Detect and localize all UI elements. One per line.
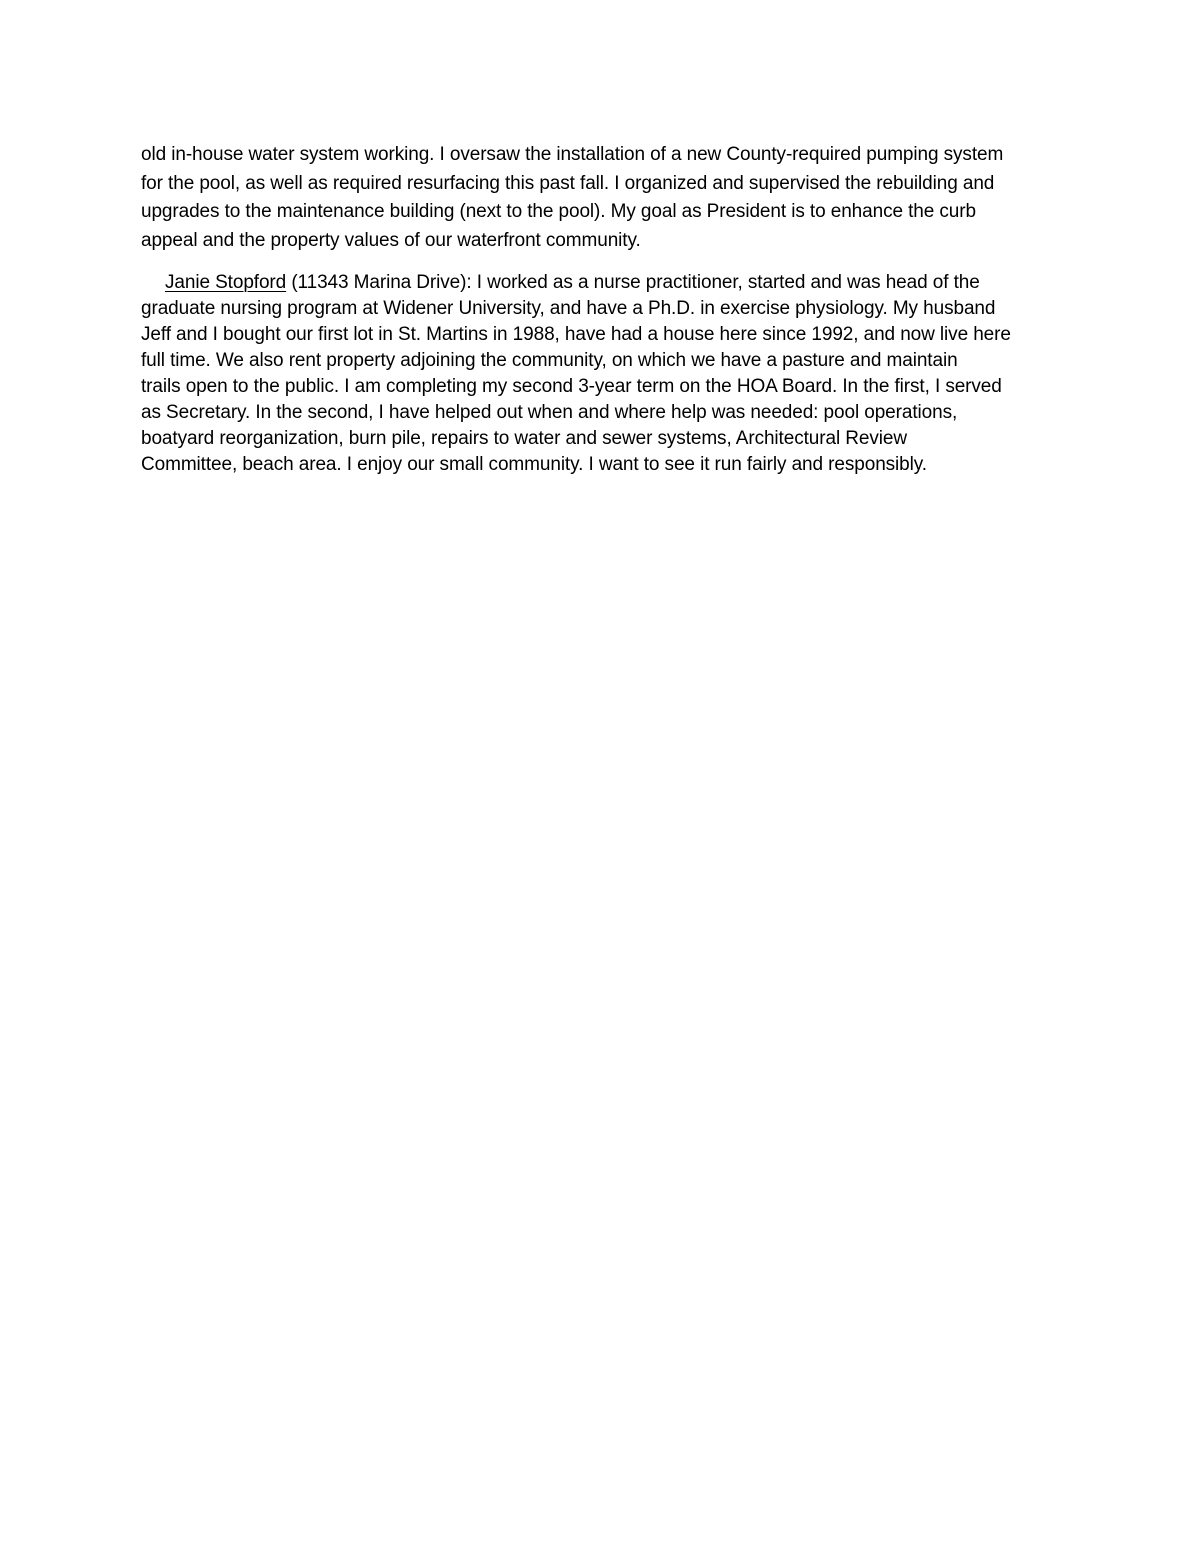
- paragraph-line: upgrades to the maintenance building (next to the pool). My goal as President is to enhance the curb: [141, 201, 976, 222]
- paragraph-line: for the pool, as well as required resurfacing this past fall. I organized and supervised the rebuilding and: [141, 172, 995, 194]
- paragraph-line: graduate nursing program at Widener University, and have a Ph.D. in exercise physiology. My husband: [141, 298, 996, 319]
- paragraph-line: Committee, beach area. I enjoy our small community. I want to see it run fairly and responsibly.: [141, 454, 927, 475]
- paragraph-line: full time. We also rent property adjoining the community, on which we have a pasture and maintain: [141, 350, 958, 371]
- paragraph-line: boatyard reorganization, burn pile, repairs to water and sewer systems, Architectural Review: [141, 428, 907, 449]
- paragraph-line: as Secretary. In the second, I have helped out when and where help was needed: pool operations,: [141, 402, 958, 423]
- candidate-bio-paragraph: [141, 270, 1061, 478]
- paragraph-line: old in-house water system working. I oversaw the installation of a new County-required pumping system: [141, 144, 1004, 165]
- paragraph-line: appeal and the property values of our waterfront community.: [141, 229, 641, 251]
- paragraph-continued: [141, 141, 1061, 255]
- paragraph-line: trails open to the public. I am completing my second 3-year term on the HOA Board. In the first, I served: [141, 376, 1002, 397]
- candidate-bio-first-line: [141, 270, 1061, 296]
- paragraph-line: Jeff and I bought our first lot in St. Martins in 1988, have had a house here since 1992, and now live here: [141, 324, 1011, 345]
- candidate-bio-intro: (11343 Marina Drive): I worked as a nurse practitioner, started and was head of the: [286, 272, 980, 293]
- candidate-name: Janie Stopford: [165, 272, 287, 293]
